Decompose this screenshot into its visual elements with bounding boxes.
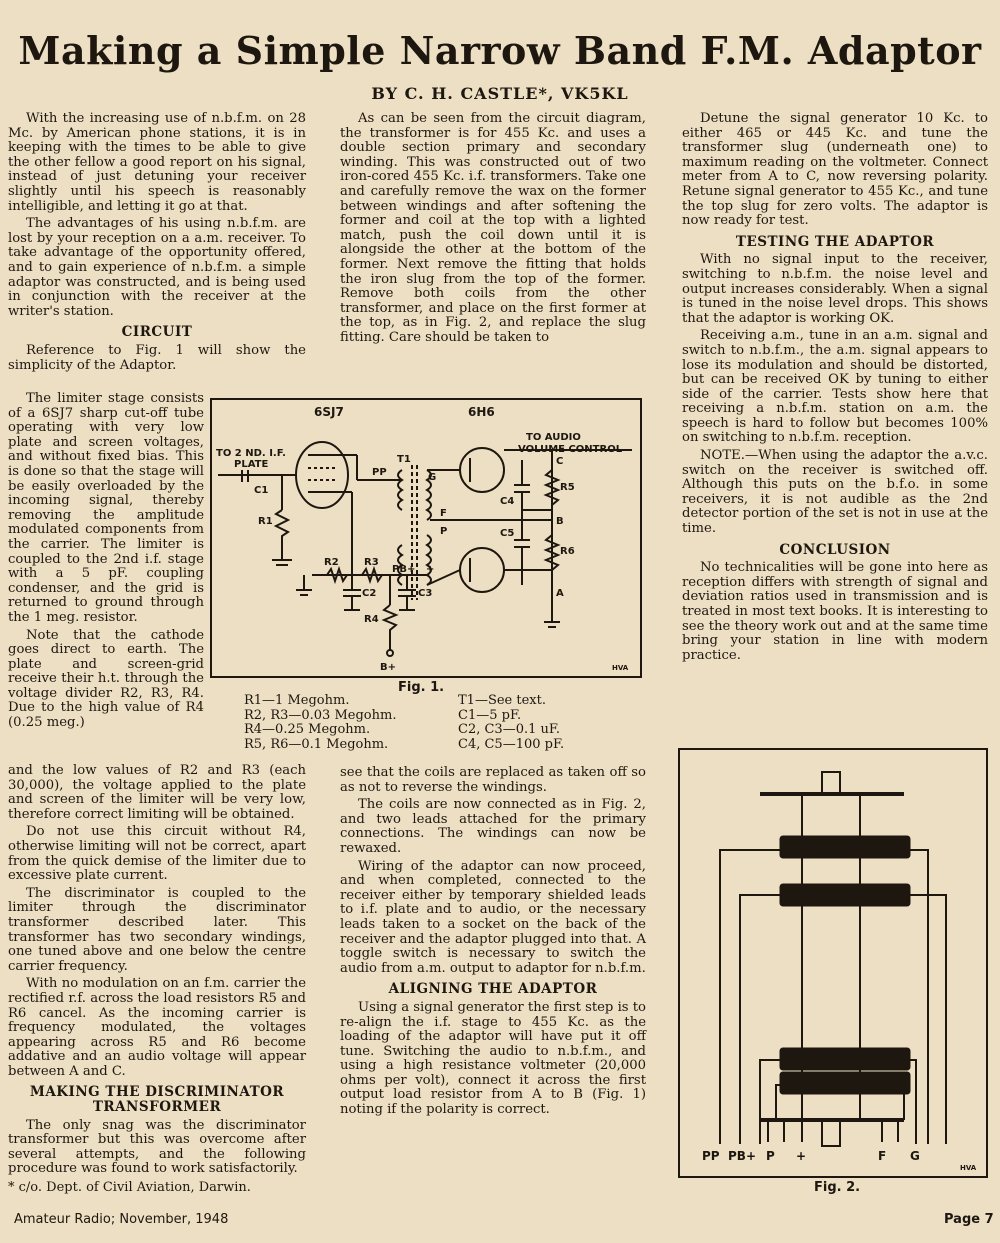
legend-item: C4, C5—100 pF.	[458, 736, 565, 752]
label-pb-plus: PB+	[392, 564, 416, 575]
paragraph: Receiving a.m., tune in an a.m. signal and switch to n.b.f.m., the a.m. signal appears to lose its modulation and should be distorted, but can be received OK by tuning to either side of the carrier. Tests show here that receiving a n.b.f.m. station on a.m. the speech is hard to follow but becomes 100% on switching to n.b.f.m. reception.	[682, 328, 988, 446]
figure-1-legend-left	[244, 694, 396, 752]
heading-testing: TESTING THE ADAPTOR	[735, 233, 935, 250]
label-pp: PP	[372, 467, 387, 478]
footer-publication: Amateur Radio; November, 1948	[14, 1212, 229, 1227]
footer-page-number: Page 7	[944, 1212, 994, 1227]
label-c5: C5	[500, 528, 515, 539]
label-output-1: TO AUDIO	[526, 432, 581, 443]
paragraph: No technicalities will be gone into here as reception differs with strength of signal and deviation ratios used in transmission and is treated in most text books. It is interesting to see the theory work out and at the same time bring your station in line with modern practice.	[682, 560, 988, 663]
heading-circuit: CIRCUIT	[121, 324, 193, 341]
label-c3: C3	[418, 588, 433, 599]
paragraph: Wiring of the adaptor can now proceed, and when completed, connected to the receiver either by temporary shielded leads to i.f. plate and to audio, or the necessary leads taken to a socket on the back of the receiver and the adaptor plugged into that. A toggle switch is necessary to switch the audio from a.m. output to adaptor for n.b.f.m.	[340, 858, 646, 976]
paragraph: As can be seen from the circuit diagram, the transformer is for 455 Kc. and uses a double section primary and secondary winding. This was constructed out of two iron-cored 455 Kc. i.f. transformers. Take one and carefully remove the wax on the former between windings and after softening the former and coil at the top with a lighted match, push the coil down until it is alongside the other at the bottom of the former. Next remove the fitting that holds the iron slug from the top of the former. Remove both coils from the other transformer, and place on the first former at the top, as in Fig. 2, and replace the slug fitting. Care should be taken to	[340, 111, 646, 345]
pin-label-plus: +	[796, 1149, 807, 1163]
label-input-2: PLATE	[234, 459, 269, 470]
label-c2: C2	[362, 588, 377, 599]
pin-label-g: G	[910, 1149, 920, 1163]
label-r6: R6	[560, 546, 575, 557]
figure-1-caption: Fig. 1.	[398, 680, 445, 695]
byline: BY C. H. CASTLE*, VK5KL	[371, 84, 629, 103]
legend-item: R2, R3—0.03 Megohm.	[244, 707, 397, 723]
coil-winding-4-icon	[780, 1072, 910, 1094]
circuit-diagram	[212, 400, 640, 676]
label-r2: R2	[324, 557, 339, 568]
fig2-initials: HVA	[960, 1164, 977, 1172]
label-r3: R3	[364, 557, 379, 568]
pin-label-pp: PP	[702, 1149, 720, 1163]
footnote: * c/o. Dept. of Civil Aviation, Darwin.	[8, 1180, 251, 1195]
pin-label-f: F	[878, 1149, 887, 1163]
label-r1: R1	[258, 516, 273, 527]
paragraph: The discriminator is coupled to the limiter through the discriminator transformer described later. This transformer has two secondary windings, one tuned above and one below the centre carrier frequency.	[8, 885, 306, 974]
label-f: F	[440, 508, 447, 519]
heading-conclusion: CONCLUSION	[779, 541, 891, 558]
tube-6sj7-icon	[296, 442, 348, 508]
column-3	[682, 112, 988, 666]
paragraph: The coils are now connected as in Fig. 2, and two leads attached for the primary connections. The windings can now be rewaxed.	[340, 797, 646, 856]
label-c4: C4	[500, 496, 515, 507]
column-1-narrow	[8, 392, 204, 734]
heading-aligning: ALIGNING THE ADAPTOR	[388, 981, 598, 998]
label-input-1: TO 2 ND. I.F.	[216, 448, 286, 459]
tube-6h6-upper-icon	[460, 448, 504, 492]
column-2-lower	[340, 766, 646, 1121]
paragraph: Detune the signal generator 10 Kc. to either 465 or 445 Kc. and tune the transformer slug (underneath one) to maximum reading on the voltmeter. Connect meter from A to C, now reversing polarity. Retune signal generator to 455 Kc., and tune the top slug for zero volts. The adaptor is now ready for test.	[682, 111, 988, 229]
coil-winding-1-icon	[780, 836, 910, 858]
label-output-2: VOLUME CONTROL	[518, 444, 623, 455]
legend-item: C1—5 pF.	[458, 707, 522, 723]
legend-item: T1—See text.	[458, 693, 546, 708]
coil-former-diagram	[680, 750, 986, 1176]
legend-item: R1—1 Megohm.	[244, 693, 350, 708]
label-b-plus: B+	[380, 662, 397, 673]
article-title: Making a Simple Narrow Band F.M. Adaptor	[18, 28, 982, 73]
paragraph: NOTE.—When using the adaptor the a.v.c. switch on the receiver is switched off. Although this puts on the b.f.o. in some receivers, it is not audible as the 2nd detector portion of the set is not in use at the time.	[682, 448, 988, 537]
paragraph: Do not use this circuit without R4, otherwise limiting will not be correct, apart from the quick demise of the limiter due to excessive plate current.	[8, 824, 306, 884]
paragraph: With no modulation on an f.m. carrier the rectified r.f. across the load resistors R5 and R6 cancel. As the incoming carrier is frequency modulated, the voltages appearing across R5 and R6 become addative and an audio voltage will appear between A and C.	[8, 976, 306, 1079]
paragraph: With no signal input to the receiver, switching to n.b.f.m. the noise level and output increases considerably. When a signal is tuned in the noise level drops. This shows that the adaptor is working OK.	[682, 252, 988, 326]
legend-item: C2, C3—0.1 uF.	[458, 722, 561, 738]
paragraph: Reference to Fig. 1 will show the simplicity of the Adaptor.	[8, 342, 306, 373]
label-b: B	[556, 516, 564, 527]
pin-label-pb-plus: PB+	[728, 1149, 756, 1163]
paragraph: The advantages of his using n.b.f.m. are lost by your reception on a a.m. receiver. To take advantage of the opportunity offered, and to gain experience of n.b.f.m. a simple adaptor was constructed, and is being used in conjunction with the receiver at the writer's station.	[8, 216, 306, 319]
label-t1: T1	[397, 454, 411, 465]
label-a: A	[556, 588, 564, 599]
figure-1-circuit	[210, 398, 642, 678]
label-c: C	[556, 456, 564, 467]
figure-2-coil-former	[678, 748, 988, 1178]
pin-label-p: P	[766, 1149, 775, 1163]
paragraph: and the low values of R2 and R3 (each 30,000), the voltage applied to the plate and screen of the limiter will be very low, therefore correct limiting will be obtained.	[8, 763, 306, 822]
label-r5: R5	[560, 482, 575, 493]
tube-6h6-lower-icon	[460, 548, 504, 592]
label-plus: +	[426, 564, 435, 575]
paragraph: Note that the cathode goes direct to earth. The plate and screen-grid receive their h.t. through the voltage divider R2, R3, R4. Due to the high value of R4 (0.25 meg.)	[8, 627, 204, 731]
label-p: P	[440, 526, 448, 537]
paragraph: The only snag was the discriminator transformer but this was overcome after several attempts, and the following procedure was found to work satisfactorily.	[8, 1117, 306, 1177]
heading-making-transformer: MAKING THE DISCRIMINATOR TRANSFORMER	[29, 1084, 285, 1116]
label-g: G	[428, 472, 437, 483]
top-slug-icon	[822, 772, 840, 794]
paragraph: Using a signal generator the first step is to re-align the i.f. stage to 455 Kc. as the loading of the adaptor will have put it off tune. Switching the audio to n.b.f.m., and using a high resistance voltmeter (20,000 ohms per volt), connect it across the first output load resistor from A to B (Fig. 1) noting if the polarity is correct.	[340, 999, 646, 1118]
paragraph: With the increasing use of n.b.f.m. on 28 Mc. by American phone stations, it is in keeping with the times to be able to give the other fellow a good report on his signal, instead of just detuning your receiver slightly until his speech is reasonably intelligible, and letting it go at that.	[8, 111, 306, 214]
paragraph: see that the coils are replaced as taken off so as not to reverse the windings.	[340, 765, 646, 795]
column-1-lower	[8, 764, 306, 1180]
column-2-top	[340, 112, 646, 349]
coil-winding-2-icon	[780, 884, 910, 906]
figure-2-caption: Fig. 2.	[814, 1180, 861, 1195]
bottom-slug-icon	[822, 1120, 840, 1146]
label-initials: HVA	[612, 664, 629, 672]
legend-item: R4—0.25 Megohm.	[244, 722, 371, 738]
legend-item: R5, R6—0.1 Megohm.	[244, 736, 389, 752]
label-c1: C1	[254, 485, 269, 496]
coil-winding-3-icon	[780, 1048, 910, 1070]
label-6h6: 6H6	[468, 405, 495, 419]
column-1-top	[8, 112, 306, 376]
label-6sj7: 6SJ7	[314, 405, 344, 419]
label-r4: R4	[364, 614, 379, 625]
paragraph: The limiter stage consists of a 6SJ7 sharp cut-off tube operating with very low plate and screen voltages, and without fixed bias. This is done so that the stage will be easily overloaded by the incoming signal, thereby removing the amplitude modulated components from the carrier. The limiter is coupled to the 2nd i.f. stage with a 5 pF. coupling condenser, and the grid is returned to ground through the 1 meg. resistor.	[8, 391, 204, 625]
figure-1-legend-right	[458, 694, 564, 752]
